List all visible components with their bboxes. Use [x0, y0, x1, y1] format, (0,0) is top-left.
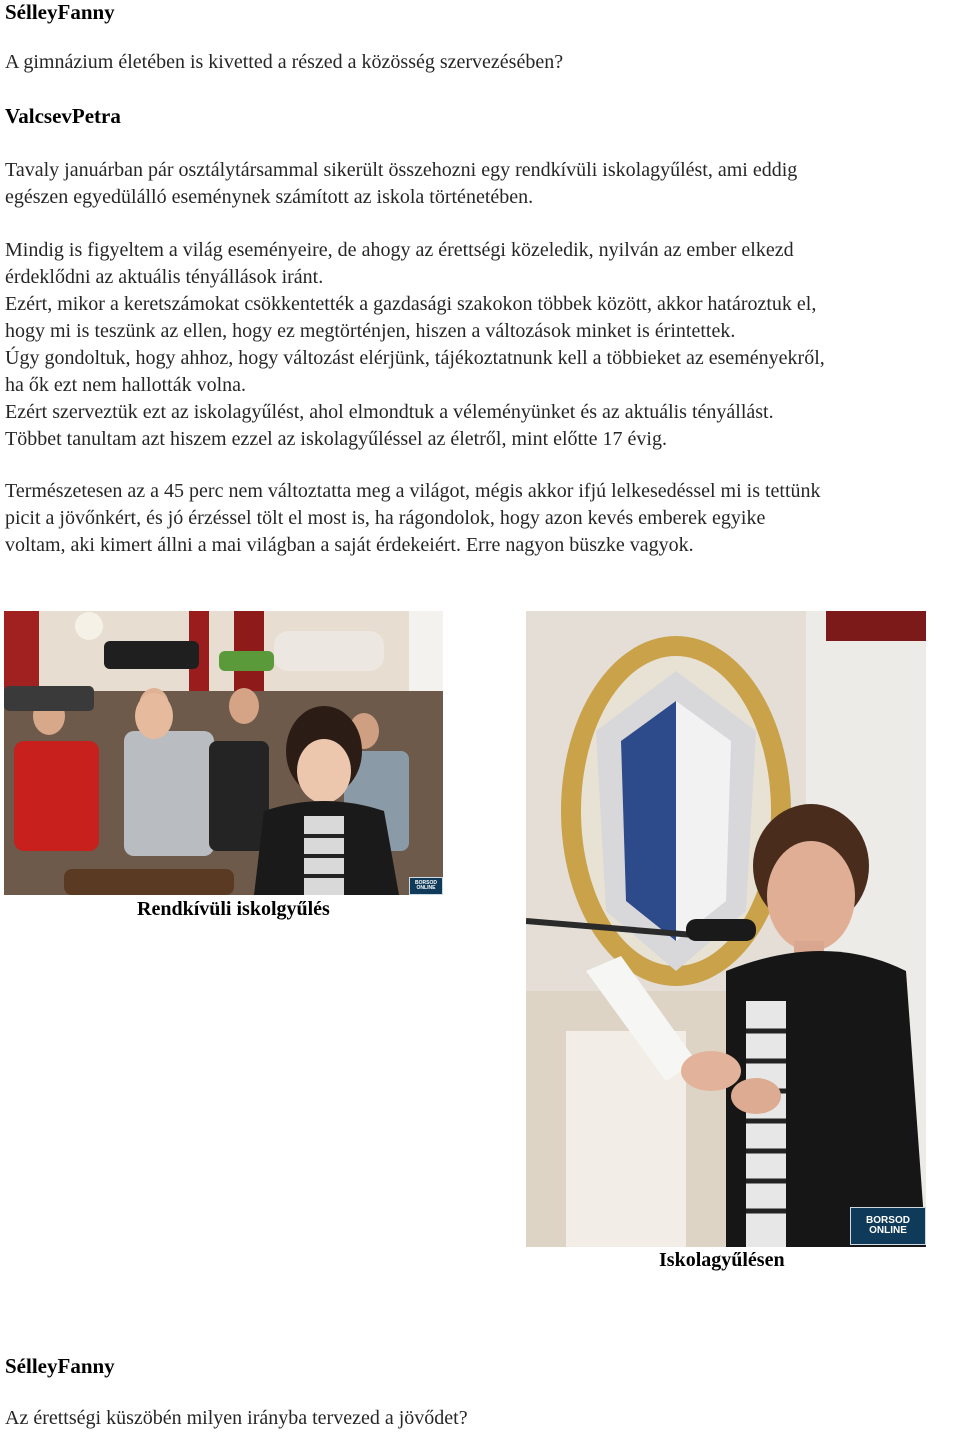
text-line: picit a jövőnkért, és jó érzéssel tölt el most is, ha rágondolok, hogy azon kevés emberek egyike [5, 507, 766, 529]
interview-question: A gimnázium életében is kivetted a részed a közösség szervezésében? [5, 51, 564, 73]
logo-text: ONLINE [869, 1225, 907, 1236]
assembly-photo-illustration [4, 611, 443, 895]
speaker-name: ValcsevPetra [5, 104, 121, 128]
speaker-photo-illustration [526, 611, 926, 1247]
speaker-photo [526, 611, 926, 1247]
speaker-name: SélleyFanny [5, 1354, 115, 1378]
text-line: hogy mi is teszünk az ellen, hogy ez megtörténjen, hiszen a változások minket is érintettek. [5, 320, 736, 342]
text-line: Tavaly januárban pár osztálytársammal sikerült összehozni egy rendkívüli iskolagyűlést, ami eddig [5, 159, 798, 181]
text-line: Úgy gondoltuk, hogy ahhoz, hogy változást elérjünk, tájékoztatnunk kell a többieket az eseményekről, [5, 347, 825, 369]
text-line: Természetesen az a 45 perc nem változtatta meg a világot, mégis akkor ifjú lelkesedéssel mi is tettünk [5, 480, 821, 502]
text-line: Többet tanultam azt hiszem ezzel az iskolagyűléssel az életről, mint előtte 17 évig. [5, 428, 667, 450]
borsod-online-logo [409, 877, 443, 895]
borsod-online-logo [850, 1207, 926, 1245]
assembly-photo [4, 611, 443, 895]
answer-paragraph-1 [5, 157, 960, 211]
logo-text: BORSOD [415, 880, 437, 886]
text-line: ha ők ezt nem hallották volna. [5, 374, 247, 396]
text-line: érdeklődni az aktuális tényállások iránt. [5, 266, 324, 288]
speaker-name: SélleyFanny [5, 0, 115, 24]
logo-text: BORSOD [866, 1215, 910, 1226]
text-line: egészen egyedülálló eseménynek számított az iskola történetében. [5, 186, 534, 208]
text-line: Ezért, mikor a keretszámokat csökkentették a gazdasági szakokon többek között, akkor határoztuk el, [5, 293, 817, 315]
photo-caption: Rendkívüli iskolgyűlés [137, 898, 330, 920]
answer-paragraph-2 [5, 237, 960, 453]
logo-text: ONLINE [416, 885, 436, 891]
text-line: voltam, aki kimert állni a mai világban a saját érdekeiért. Erre nagyon büszke vagyok. [5, 534, 694, 556]
text-line: Ezért szerveztük ezt az iskolagyűlést, ahol elmondtuk a véleményünket és az aktuális tényállást. [5, 401, 774, 423]
text-line: Mindig is figyeltem a világ eseményeire, de ahogy az érettségi közeledik, nyilván az ember elkezd [5, 239, 794, 261]
interview-question: Az érettségi küszöbén milyen irányba tervezed a jövődet? [5, 1407, 468, 1429]
photo-caption: Iskolagyűlésen [659, 1249, 785, 1271]
answer-paragraph-3 [5, 478, 960, 559]
